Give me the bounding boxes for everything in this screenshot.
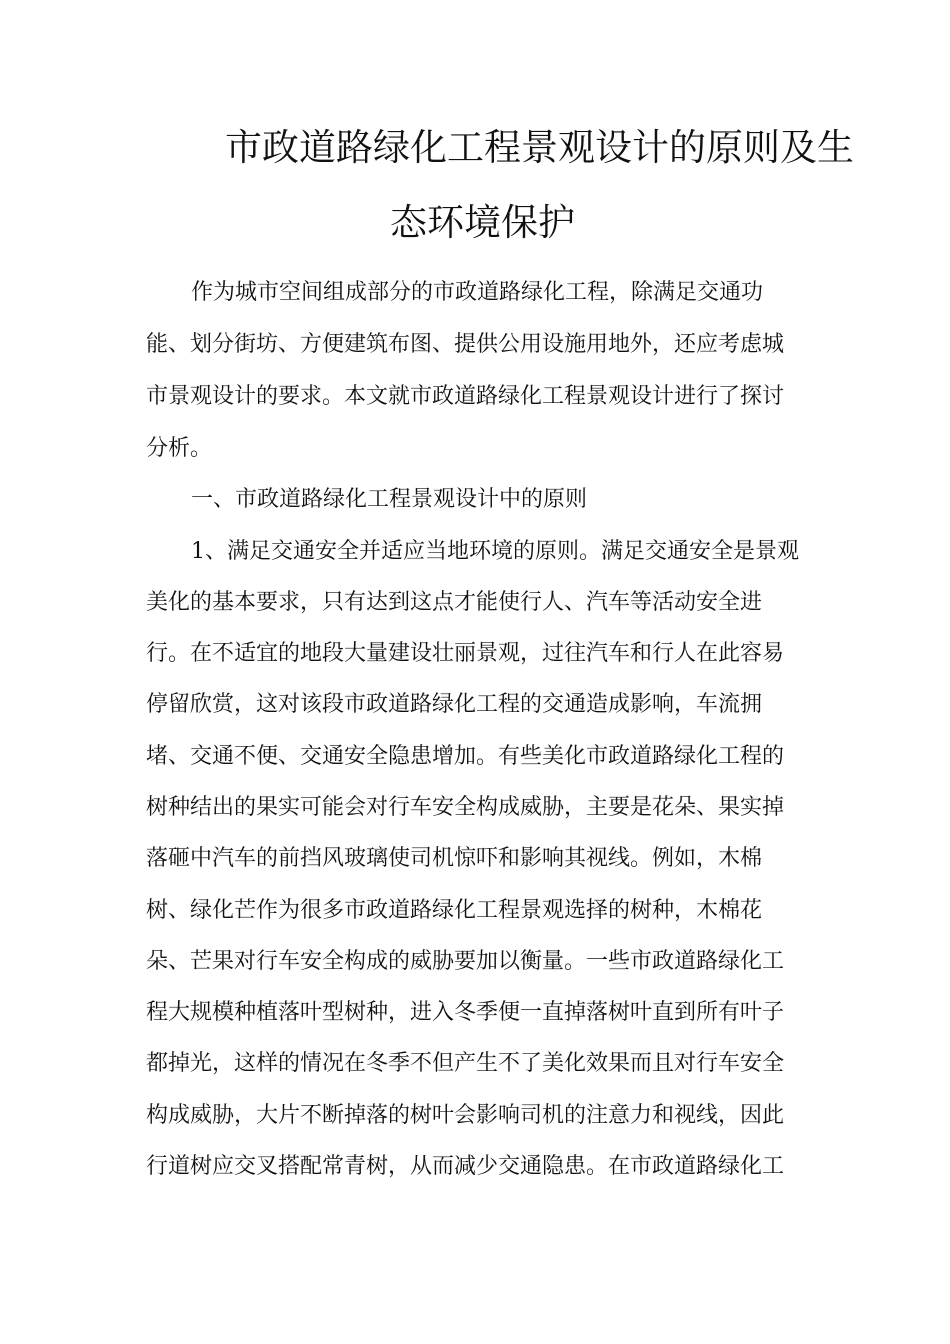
para1-line: 程大规模种植落叶型树种，进入冬季便一直掉落树叶直到所有叶子 bbox=[146, 1000, 785, 1025]
para1-line: 都掉光，这样的情况在冬季不但产生不了美化效果而且对行车安全 bbox=[146, 1051, 785, 1076]
para1-line: 树、绿化芒作为很多市政道路绿化工程景观选择的树种，木棉花 bbox=[146, 898, 763, 923]
para1-line: 树种结出的果实可能会对行车安全构成威胁，主要是花朵、果实掉 bbox=[146, 795, 785, 820]
intro-line: 市景观设计的要求。本文就市政道路绿化工程景观设计进行了探讨 bbox=[146, 384, 785, 409]
title-line-2: 态环境保护 bbox=[390, 201, 575, 244]
para1-line: 朵、芒果对行车安全构成的威胁要加以衡量。一些市政道路绿化工 bbox=[146, 949, 785, 974]
section-heading: 一、市政道路绿化工程景观设计中的原则 bbox=[191, 487, 588, 512]
para1-line: 堵、交通不便、交通安全隐患增加。有些美化市政道路绿化工程的 bbox=[146, 744, 785, 769]
para1-line: 行。在不适宜的地段大量建设壮丽景观，过往汽车和行人在此容易 bbox=[146, 641, 785, 666]
intro-line: 能、划分街坊、方便建筑布图、提供公用设施用地外，还应考虑城 bbox=[146, 332, 785, 357]
intro-line: 作为城市空间组成部分的市政道路绿化工程，除满足交通功 bbox=[191, 280, 764, 305]
title-line-1: 市政道路绿化工程景观设计的原则及生 bbox=[225, 126, 854, 169]
intro-line: 分析。 bbox=[146, 436, 213, 461]
para1-line: 落砸中汽车的前挡风玻璃使司机惊吓和影响其视线。例如，木棉 bbox=[146, 846, 763, 871]
para1-line: 美化的基本要求，只有达到这点才能使行人、汽车等活动安全进 bbox=[146, 590, 763, 615]
para1-line: 停留欣赏，这对该段市政道路绿化工程的交通造成影响，车流拥 bbox=[146, 692, 763, 717]
para1-line: 行道树应交叉搭配常青树，从而减少交通隐患。在市政道路绿化工 bbox=[146, 1154, 785, 1179]
para1-line: 1、满足交通安全并适应当地环境的原则。满足交通安全是景观 bbox=[191, 539, 799, 564]
para1-line: 构成威胁，大片不断掉落的树叶会影响司机的注意力和视线，因此 bbox=[146, 1103, 785, 1128]
